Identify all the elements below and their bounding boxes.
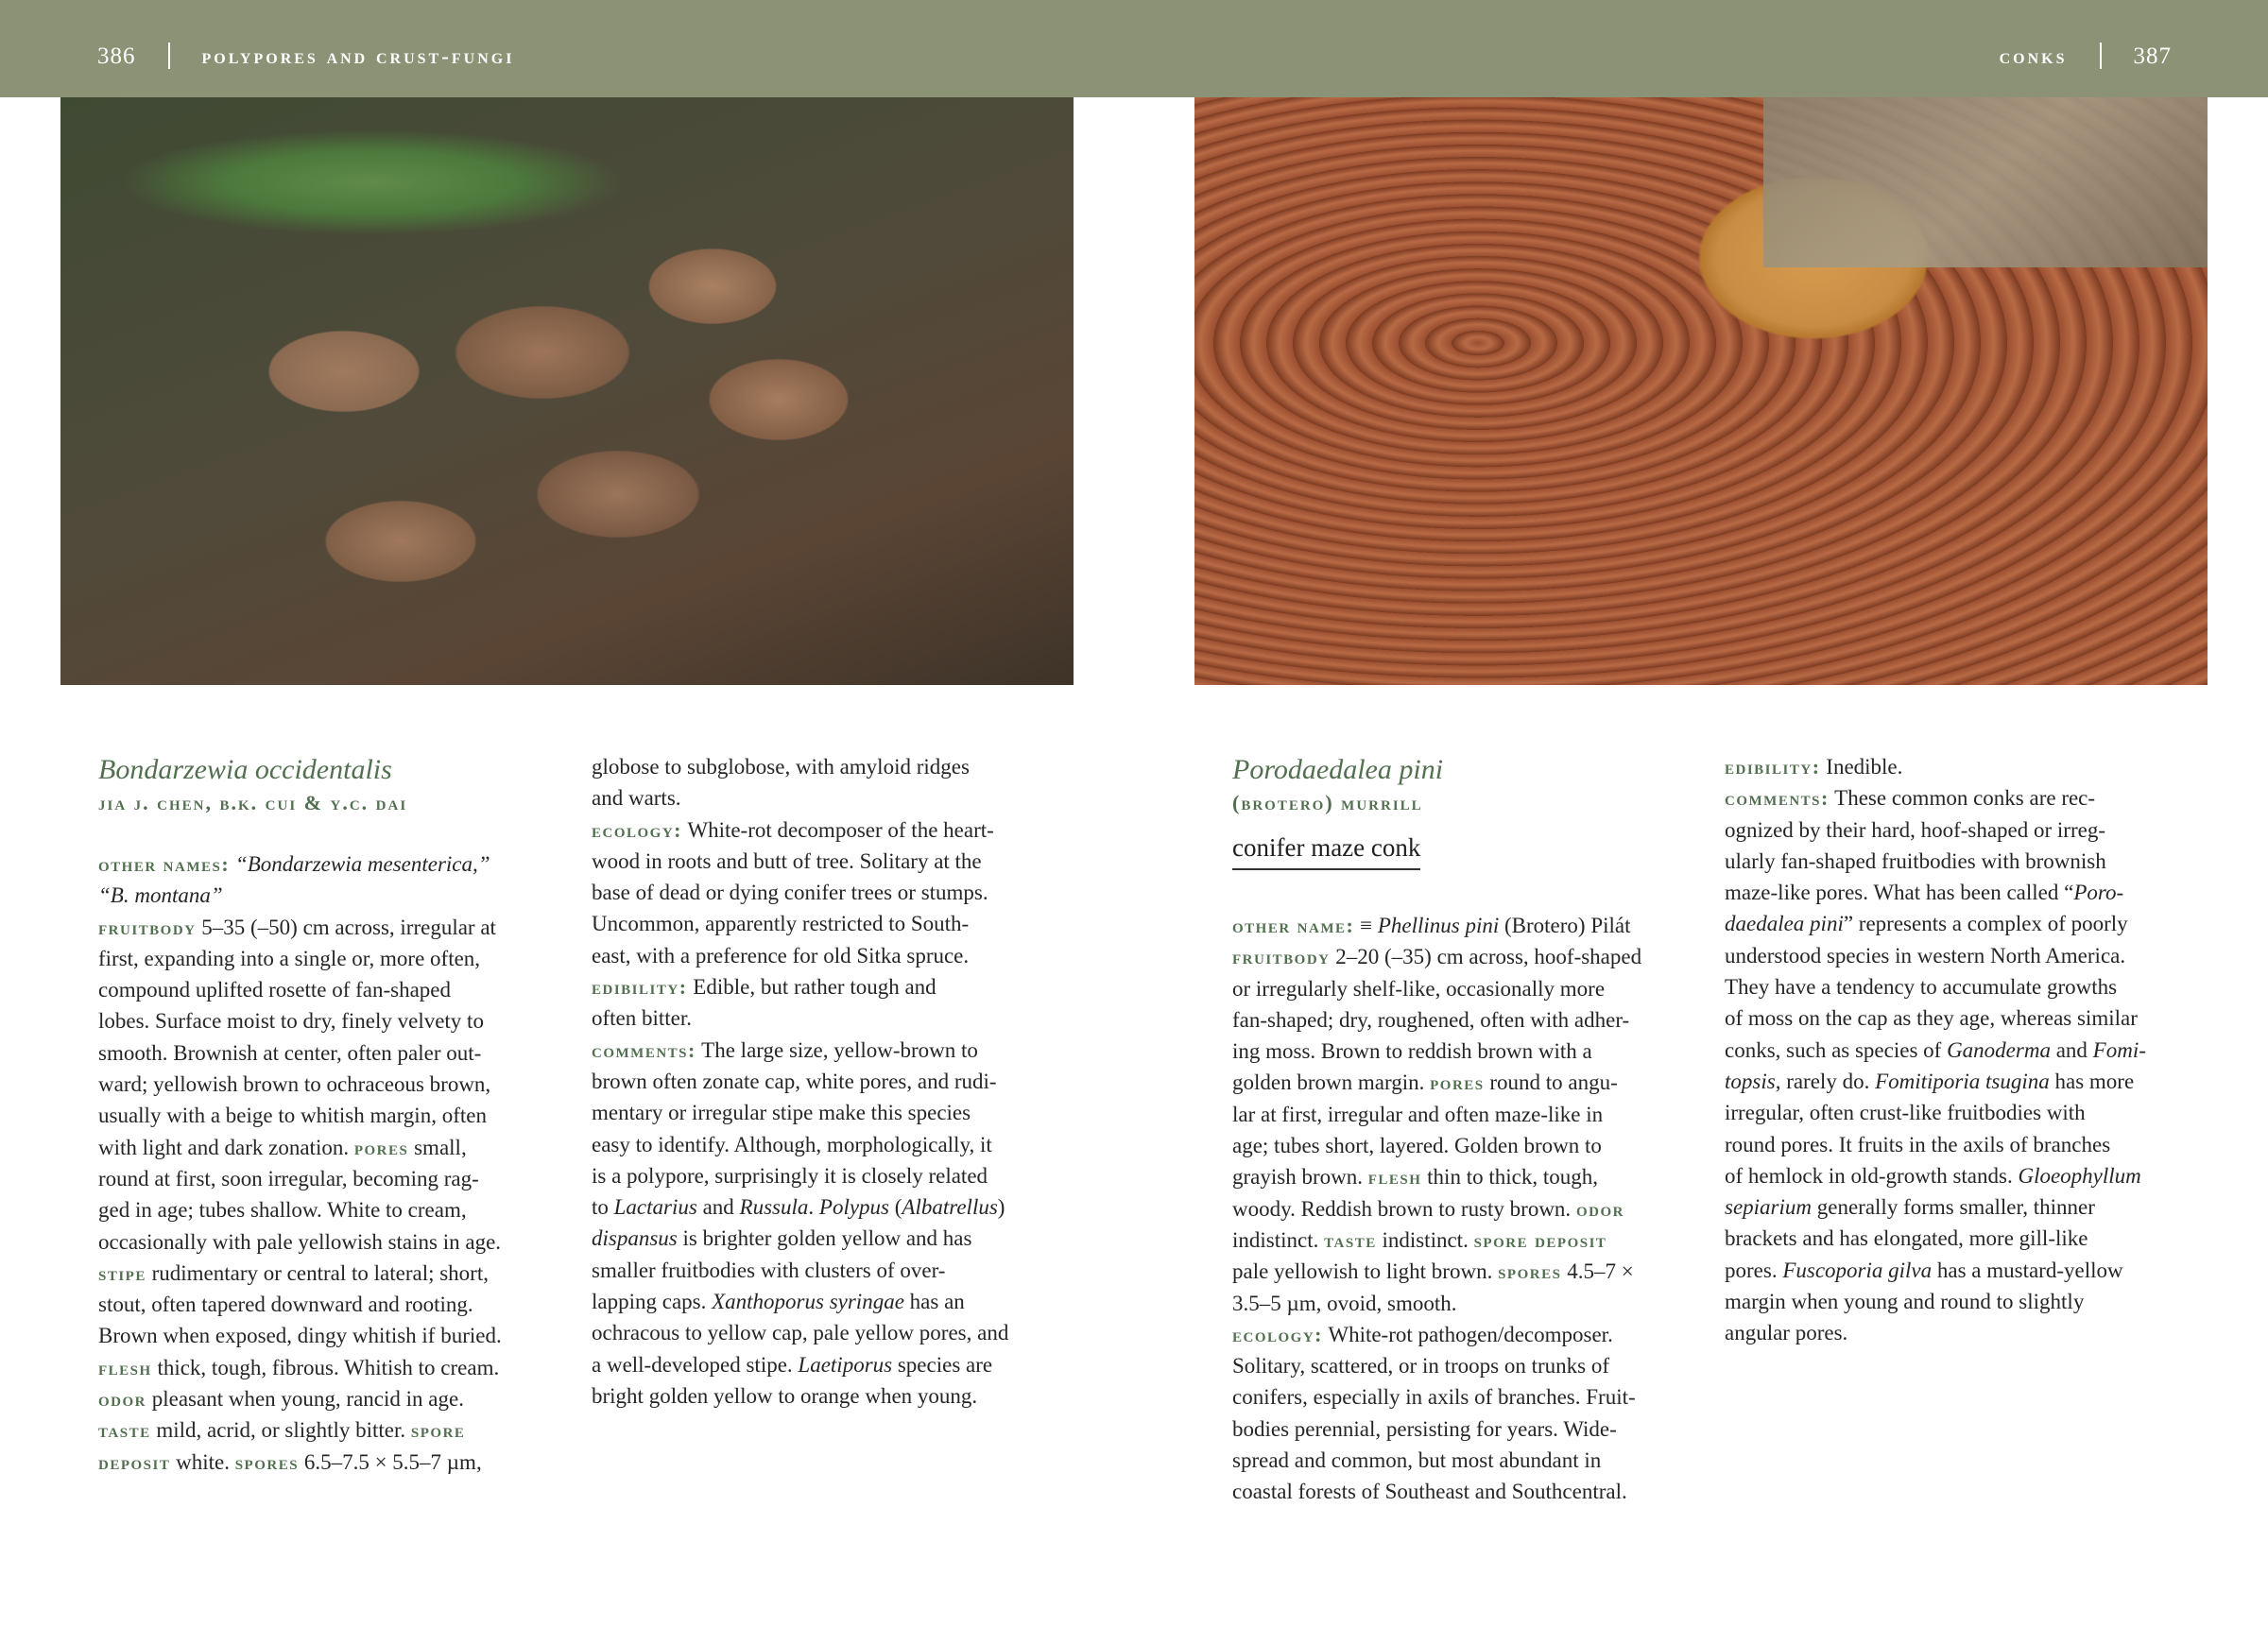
fruitbody-desc: fruitbody 2–20 (–35) cm across, hoof-shaped (1232, 945, 1642, 969)
ecology-desc: ecology: White-rot decomposer of the heart- (592, 817, 994, 842)
label-odor: odor (98, 1387, 146, 1412)
label-edibility: edibility: (1725, 755, 1821, 779)
other-name: other name: ≡ Phellinus pini (Brotero) Pilát (1232, 914, 1631, 937)
label-ecology: ecology: (592, 817, 683, 842)
label-flesh: flesh (98, 1355, 152, 1379)
label-flesh: flesh (1367, 1165, 1422, 1190)
header-divider (2100, 43, 2102, 69)
header-left (97, 42, 514, 72)
running-header (0, 0, 2268, 97)
label-other-name: other name: (1232, 914, 1355, 937)
label-fruitbody: fruitbody (98, 915, 197, 939)
comments-desc: comments: The large size, yellow-brown to (592, 1037, 978, 1062)
header-divider (168, 43, 170, 69)
fruitbody-desc: fruitbody 5–35 (–50) cm across, irregular at (98, 915, 496, 939)
label-fruitbody: fruitbody (1232, 945, 1331, 969)
comments-desc: comments: These common conks are rec- (1725, 786, 2096, 811)
bark-background (1763, 97, 2208, 267)
label-spore-deposit: spore (410, 1418, 466, 1443)
porodaedalea-photo (1194, 97, 2208, 685)
right-entry-column-1: Porodaedalea pini (brotero) murrill conifer maze conk other name: ≡ Phellinus pini (Brotero) Pilát fruitbody 2–20 (–35) cm across, hoof-shaped or irregularly shelf-like, occasionally more fan-shaped; dry, roughened, often with adher- ing moss. Brown to reddish brown with a golden brown margin. pores round to angu- lar at first, irregular and often maze-like in age; tubes short, layered. Golden brown to grayish brown. flesh thin to thick, tough, woody. Reddish brown to rusty brown. odor indistinct. taste indistinct. spore deposit pale yellowish to light brown. spores 4.5–7 × 3.5–5 µm, ovoid, smooth. ecology: White-rot pathogen/decomposer. Solitary, scattered, or in troops on trunks of conifers, especially in axils of branches. Fruit- bodies perennial, persisting for years. Wide- spread and common, but most abundant in coastal forests of Southeast and Southcentral. (1232, 751, 1681, 1508)
right-page-number: 387 (2133, 43, 2172, 69)
left-page-number: 386 (97, 43, 136, 69)
label-odor: odor (1575, 1196, 1624, 1221)
label-spores: spores (1498, 1259, 1562, 1284)
label-spore-deposit: spore deposit (1473, 1227, 1607, 1252)
edibility-desc: edibility: Edible, but rather tough and (592, 975, 936, 1000)
common-name: conifer maze conk (1232, 831, 1420, 870)
header-right (2000, 42, 2172, 72)
label-comments: comments: (592, 1037, 696, 1062)
right-running-title: conks (1999, 44, 2068, 68)
left-entry-column-1: Bondarzewia occidentalis jia j. chen, b.k. cui & y.c. dai other names: “Bondarzewia mesenterica,” “B. montana” fruitbody 5–35 (–50) cm across, irregular at first, expanding into a single or, more often, compound uplifted rosette of fan-shaped lobes. Surface moist to dry, finely velvety to smooth. Brownish at center, often paler out- ward; yellowish brown to ochraceous brown, usually with a beige to whitish margin, often with light and dark zonation. pores small, round at first, soon irregular, becoming rag- ged in age; tubes shallow. White to cream, occasionally with pale yellowish stains in age. stipe rudimentary or central to lateral; short, stout, often tapered downward and rooting. Brown when exposed, dingy whitish if buried. flesh thick, tough, fibrous. Whitish to cream. odor pleasant when young, rancid in age. taste mild, acrid, or slightly bitter. spore deposit white. spores 6.5–7.5 × 5.5–7 µm, (98, 751, 542, 1478)
right-entry-column-2: edibility: Inedible. comments: These common conks are rec- ognized by their hard, hoof-shaped or irreg- ularly fan-shaped fruitbodies with brownish maze-like pores. What has been called “Poro- daedalea pini” represents a complex of poorly understood species in western North America. They have a tendency to accumulate growths of moss on the cap as they age, whereas similar conks, such as species of Ganoderma and Fomi- topsis, rarely do. Fomitiporia tsugina has more irregular, often crust-like fruitbodies with round pores. It fruits in the axils of branches of hemlock in old-growth stands. Gloeophyllum sepiarium generally forms smaller, thinner brackets and has elongated, more gill-like pores. Fuscoporia gilva has a mustard-yellow margin when young and round to slightly angular pores. (1725, 751, 2174, 1349)
label-ecology: ecology: (1232, 1322, 1324, 1346)
author-citation: (brotero) murrill (1232, 791, 1423, 814)
other-names: other names: “Bondarzewia mesenterica,” (98, 852, 490, 876)
label-other-names: other names: (98, 852, 231, 876)
left-running-title: polypores and crust-fungi (201, 44, 515, 68)
scientific-name: Bondarzewia occidentalis (98, 754, 392, 785)
label-taste: taste (1324, 1227, 1377, 1252)
ecology-desc: ecology: White-rot pathogen/decomposer. (1232, 1322, 1613, 1346)
label-pores: pores (1430, 1070, 1485, 1095)
label-edibility: edibility: (592, 975, 688, 1000)
edibility-desc: edibility: Inedible. (1725, 755, 1903, 779)
label-spores: spores (234, 1449, 300, 1474)
label-comments: comments: (1725, 786, 1830, 811)
label-stipe: stipe (98, 1260, 146, 1285)
scientific-name: Porodaedalea pini (1232, 754, 1444, 785)
author-citation: jia j. chen, b.k. cui & y.c. dai (98, 791, 408, 814)
left-entry-column-2: globose to subglobose, with amyloid ridges and warts. ecology: White-rot decomposer of the heart- wood in roots and butt of tree. Solitary at the base of dead or dying conifer trees or stumps. Uncommon, apparently restricted to South- east, with a preference for old Sitka spruce. edibility: Edible, but rather tough and often bitter. comments: The large size, yellow-brown to brown often zonate cap, white pores, and rudi- mentary or irregular stipe make this species easy to identify. Although, morphologically, it is a polypore, surprisingly it is closely related to Lactarius and Russula. Polypus (Albatrellus) dispansus is brighter golden yellow and has smaller fruitbodies with clusters of over- lapping caps. Xanthoporus syringae has an ochracous to yellow cap, pale yellow pores, and a well-developed stipe. Laetiporus species are bright golden yellow to orange when young. (592, 751, 1040, 1412)
label-taste: taste (98, 1418, 151, 1443)
bondarzewia-photo (60, 97, 1074, 685)
label-pores: pores (353, 1135, 409, 1159)
